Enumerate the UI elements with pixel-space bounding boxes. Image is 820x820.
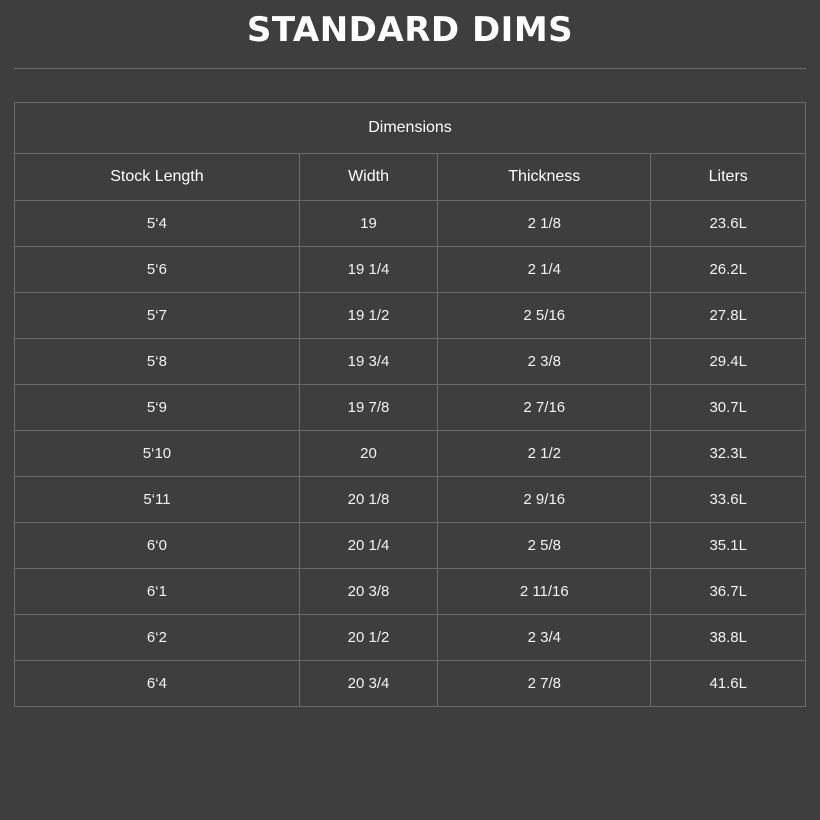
cell-width: 19 1/4 <box>299 247 437 293</box>
table-row <box>15 431 805 477</box>
column-header-liters: Liters <box>651 154 805 201</box>
cell-liters: 36.7L <box>651 569 805 615</box>
cell-liters: 33.6L <box>651 477 805 523</box>
cell-thickness: 2 7/8 <box>438 661 651 707</box>
cell-liters: 38.8L <box>651 615 805 661</box>
cell-thickness: 2 3/8 <box>438 339 651 385</box>
cell-liters: 32.3L <box>651 431 805 477</box>
cell-liters: 26.2L <box>651 247 805 293</box>
table-caption: Dimensions <box>15 103 805 154</box>
cell-liters: 30.7L <box>651 385 805 431</box>
cell-stock-length: 5‘10 <box>15 431 299 477</box>
cell-thickness: 2 1/2 <box>438 431 651 477</box>
table-body <box>15 103 805 706</box>
cell-thickness: 2 1/4 <box>438 247 651 293</box>
cell-thickness: 2 1/8 <box>438 201 651 247</box>
cell-stock-length: 6‘1 <box>15 569 299 615</box>
cell-thickness: 2 7/16 <box>438 385 651 431</box>
cell-liters: 27.8L <box>651 293 805 339</box>
cell-width: 20 3/8 <box>299 569 437 615</box>
cell-thickness: 2 5/16 <box>438 293 651 339</box>
column-header-thickness: Thickness <box>438 154 651 201</box>
table-row <box>15 569 805 615</box>
cell-thickness: 2 3/4 <box>438 615 651 661</box>
cell-stock-length: 5‘6 <box>15 247 299 293</box>
cell-stock-length: 6‘0 <box>15 523 299 569</box>
cell-width: 19 1/2 <box>299 293 437 339</box>
cell-stock-length: 5‘4 <box>15 201 299 247</box>
dimensions-table <box>15 103 805 706</box>
dimensions-table-container <box>14 102 806 707</box>
column-header-width: Width <box>299 154 437 201</box>
cell-stock-length: 5‘8 <box>15 339 299 385</box>
table-header-row <box>15 154 805 201</box>
cell-liters: 41.6L <box>709 675 747 692</box>
title-divider <box>14 68 806 69</box>
cell-liters: 23.6L <box>651 201 805 247</box>
table-row <box>15 201 805 247</box>
table-row <box>15 477 805 523</box>
cell-stock-length: 5‘7 <box>15 293 299 339</box>
cell-width: 20 1/4 <box>299 523 437 569</box>
cell-thickness: 2 9/16 <box>438 477 651 523</box>
table-caption-row <box>15 103 805 154</box>
cell-width: 20 <box>299 431 437 477</box>
cell-liters: 35.1L <box>651 523 805 569</box>
table-row <box>15 339 805 385</box>
table-row <box>15 615 805 661</box>
column-header-stock-length: Stock Length <box>15 154 299 201</box>
cell-stock-length: 5‘9 <box>15 385 299 431</box>
table-row <box>15 661 805 707</box>
cell-width: 20 3/4 <box>299 661 437 707</box>
cell-stock-length: 6‘4 <box>15 661 299 707</box>
page-title: STANDARD DIMS <box>246 10 574 50</box>
table-row <box>15 293 805 339</box>
cell-stock-length: 5‘11 <box>15 477 299 523</box>
cell-width: 20 1/8 <box>299 477 437 523</box>
table-row <box>15 385 805 431</box>
cell-width: 19 3/4 <box>299 339 437 385</box>
cell-stock-length: 6‘2 <box>15 615 299 661</box>
table-row <box>15 523 805 569</box>
table-row <box>15 247 805 293</box>
cell-width: 19 <box>299 201 437 247</box>
cell-width: 20 1/2 <box>299 615 437 661</box>
cell-liters: 29.4L <box>651 339 805 385</box>
cell-width: 19 7/8 <box>299 385 437 431</box>
cell-thickness: 2 5/8 <box>438 523 651 569</box>
cell-thickness: 2 11/16 <box>438 569 651 615</box>
